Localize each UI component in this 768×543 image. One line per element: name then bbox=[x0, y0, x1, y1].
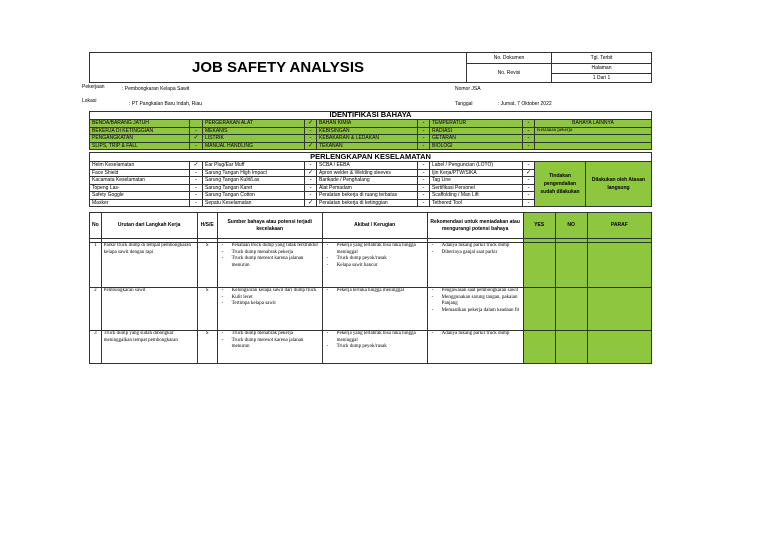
ppe-label: Topeng Las- bbox=[90, 184, 190, 192]
bahaya-lainnya-value bbox=[535, 135, 652, 143]
ppe-label: Peralatan bekerja di ketinggian bbox=[317, 199, 418, 207]
step-langkah: Truck dump yang sudah dibongkar meninggalkan tempat pembongkaran bbox=[101, 331, 197, 364]
bahaya-lainnya-value bbox=[535, 142, 652, 150]
ppe-label: Sarung Tangan High Impact bbox=[203, 169, 305, 177]
step-akibat bbox=[322, 243, 427, 288]
ppe-mark: - bbox=[305, 162, 317, 170]
ppe-mark: - bbox=[523, 199, 535, 207]
ppe-mark: - bbox=[418, 169, 430, 177]
col-hse: H/S/E bbox=[197, 213, 217, 239]
hazard-mark: ✓ bbox=[190, 135, 203, 143]
list-item: - Pekerja terluka hingga meninggal bbox=[325, 288, 425, 295]
hazard-label: BIOLOGI bbox=[430, 142, 523, 150]
ppe-mark: - bbox=[418, 199, 430, 207]
steps-table bbox=[89, 212, 652, 364]
tanggal-label: Tanggal bbox=[455, 101, 473, 107]
hazard-mark: - bbox=[305, 135, 317, 143]
step-no: 3 bbox=[90, 331, 102, 364]
bahaya-lainnya-header: BAHAYA LAINNYA bbox=[535, 120, 652, 128]
ppe-label: Label / Penguncian (LOTO) bbox=[430, 162, 523, 170]
ppe-mark: - bbox=[190, 184, 203, 192]
ppe-label: Ear Plug/Ear Muff bbox=[203, 162, 305, 170]
col-no-check: NO bbox=[555, 213, 587, 239]
pekerjaan-value: : Pembongkaran Kelapa Sawit bbox=[122, 86, 190, 92]
ppe-label: Peralatan bekerja di ruang terbatas bbox=[317, 192, 418, 200]
ppe-label: Masker bbox=[90, 199, 190, 207]
col-yes: YES bbox=[523, 213, 555, 239]
step-sumber bbox=[217, 243, 322, 288]
ppe-label: Sarung Tangan Kulit/Las bbox=[203, 177, 305, 185]
col-rekomendasi: Rekomendasi untuk meniadakan atau mengurangi potensi bahaya bbox=[427, 213, 523, 239]
ppe-mark: - bbox=[523, 162, 535, 170]
col-paraf: PARAF bbox=[587, 213, 651, 239]
step-hse: S bbox=[197, 288, 217, 331]
step-paraf-cell[interactable] bbox=[587, 331, 651, 364]
hazard-mark: - bbox=[418, 120, 430, 128]
ppe-label: Sertifikasi Personel bbox=[430, 184, 523, 192]
step-yes-cell[interactable] bbox=[523, 243, 555, 288]
hazard-label: MEKANIS bbox=[203, 127, 305, 135]
step-rekomendasi bbox=[427, 288, 523, 331]
list-item: - Kelapa sawit hancur bbox=[325, 263, 425, 270]
doc-meta-value: Tgl. Terbit bbox=[552, 53, 652, 64]
title-block bbox=[89, 52, 652, 83]
hazard-mark: - bbox=[190, 127, 203, 135]
hazard-label: TEMPERATUR bbox=[430, 120, 523, 128]
lokasi-value: : PT Pangkalan Baru Indah, Riau bbox=[129, 101, 203, 107]
ppe-mark: - bbox=[305, 177, 317, 185]
hazard-label: MANUAL HANDLING bbox=[203, 142, 305, 150]
ppe-mark: ✓ bbox=[190, 162, 203, 170]
ppe-label: Face Shield bbox=[90, 169, 190, 177]
list-item: - Pekerja yang tertabrak bisa luka hingga meninggal bbox=[325, 331, 425, 344]
identifikasi-title: IDENTIFIKASI BAHAYA bbox=[90, 112, 652, 120]
ppe-label: Safety Goggle bbox=[90, 192, 190, 200]
step-paraf-cell[interactable] bbox=[587, 288, 651, 331]
ppe-label: Tethered Tool bbox=[430, 199, 523, 207]
lokasi-label: Lokasi bbox=[82, 98, 97, 104]
table-row bbox=[90, 288, 652, 331]
ppe-mark: ✓ bbox=[305, 169, 317, 177]
list-item: - Truck dump peyok/rusak bbox=[325, 256, 425, 263]
ppe-label: Sarung Tangan Karet bbox=[203, 184, 305, 192]
doc-meta-value: 1 Dari 1 bbox=[552, 73, 652, 82]
doc-meta-label: No. Dokumen bbox=[467, 53, 552, 64]
ppe-mark: - bbox=[418, 162, 430, 170]
ppe-mark: - bbox=[418, 192, 430, 200]
hazard-mark: ✓ bbox=[305, 142, 317, 150]
step-no-cell[interactable] bbox=[555, 288, 587, 331]
ppe-mark: - bbox=[190, 169, 203, 177]
hazard-mark: - bbox=[523, 135, 535, 143]
hazard-label: TEKANAN bbox=[317, 142, 418, 150]
tanggal-value: : Jumat, 7 Oktober 2022 bbox=[498, 101, 552, 107]
hazard-mark: - bbox=[418, 142, 430, 150]
ppe-mark: - bbox=[305, 184, 317, 192]
step-sumber bbox=[217, 331, 322, 364]
step-akibat bbox=[322, 288, 427, 331]
hazard-label: KEBISINGAN bbox=[317, 127, 418, 135]
ppe-mark: - bbox=[523, 192, 535, 200]
dilakukan-header: Dilakukan oleh Atasan langsung bbox=[586, 162, 652, 207]
perlengkapan-title: PERLENGKAPAN KESELAMATAN bbox=[90, 153, 652, 162]
list-item: - Adanya tukang parkir truck dump bbox=[430, 331, 521, 338]
ppe-label: Barikade / Penghalang bbox=[317, 177, 418, 185]
step-hse: S bbox=[197, 243, 217, 288]
col-no: No bbox=[90, 213, 102, 239]
ppe-label: Alat Pemadam bbox=[317, 184, 418, 192]
list-item: - Truck dump menabrak pekerja bbox=[220, 250, 320, 257]
hazard-label: BAHAN KIMIA bbox=[317, 120, 418, 128]
step-sumber bbox=[217, 288, 322, 331]
ppe-label: SCBA / EEBA bbox=[317, 162, 418, 170]
ppe-mark: - bbox=[523, 177, 535, 185]
hazard-label: SLIPS, TRIP & FALL bbox=[90, 142, 190, 150]
pekerjaan-label: Pekerjaan bbox=[82, 84, 105, 90]
tindakan-header: Tindakan pengendalian sudah dilakukan bbox=[535, 162, 586, 207]
ppe-label: Helm Keselamatan bbox=[90, 162, 190, 170]
doc-meta-value: Halaman bbox=[552, 64, 652, 73]
step-no: 2 bbox=[90, 288, 102, 331]
step-no-cell[interactable] bbox=[555, 331, 587, 364]
hazard-label: GETARAN bbox=[430, 135, 523, 143]
list-item: - Pekerja yang tertabrak bisa luka hingga meninggal bbox=[325, 243, 425, 256]
ppe-label: Scaffolding / Man Lift bbox=[430, 192, 523, 200]
col-langkah: Urutan dari Langkah Kerja bbox=[101, 213, 197, 239]
hazard-mark: ✓ bbox=[305, 120, 317, 128]
list-item: - Tertimpa kelapa sawit bbox=[220, 301, 320, 308]
hazard-mark bbox=[190, 120, 203, 128]
ppe-label: Tag Line bbox=[430, 177, 523, 185]
list-item: - Kulit lecet bbox=[220, 295, 320, 302]
ppe-mark: - bbox=[418, 177, 430, 185]
ppe-label: Ijin Kerja/PTW/SIKA bbox=[430, 169, 523, 177]
list-item: - Truck dump meresot karena jalanan menurun bbox=[220, 338, 320, 351]
hazard-label: LISTRIK bbox=[203, 135, 305, 143]
hazard-mark: - bbox=[523, 120, 535, 128]
page-title: JOB SAFETY ANALYSIS bbox=[90, 53, 467, 83]
ppe-label: Apron welder & Welding sleeves bbox=[317, 169, 418, 177]
list-item: - Truck dump menabrak pekerja bbox=[220, 331, 320, 338]
hazard-label: BENDA/BARANG JATUH bbox=[90, 120, 190, 128]
ppe-mark: - bbox=[190, 199, 203, 207]
ppe-mark: - bbox=[190, 177, 203, 185]
hazard-label: RADIASI bbox=[430, 127, 523, 135]
list-item: - Memastikan pekerja dalam keadaan fit bbox=[430, 308, 521, 315]
step-rekomendasi bbox=[427, 243, 523, 288]
step-langkah: Parkir truck dump di tempat pembongkaran kelapa sawit dengan rapi bbox=[101, 243, 197, 288]
ppe-mark: ✓ bbox=[523, 169, 535, 177]
list-item: - Menggunakan sarung tangan, pakaian Panjang bbox=[430, 295, 521, 308]
identifikasi-table bbox=[89, 111, 652, 150]
list-item: - Diberinya ganjal saat parkir bbox=[430, 250, 521, 257]
list-item: - Kelongsoran kelapa sawit dari dump truck bbox=[220, 288, 320, 295]
hazard-mark: - bbox=[190, 142, 203, 150]
hazard-label: KEBAKARAN & LEDAKAN bbox=[317, 135, 418, 143]
hazard-label: PERGERAKAN ALAT bbox=[203, 120, 305, 128]
hazard-mark: - bbox=[305, 127, 317, 135]
list-item: - Truck dump meresot karena jalanan menurun bbox=[220, 256, 320, 269]
perlengkapan-table bbox=[89, 152, 652, 207]
step-no: 1 bbox=[90, 243, 102, 288]
list-item: - Penataan truck dump yang tidak terstruktur bbox=[220, 243, 320, 250]
hazard-mark: - bbox=[418, 135, 430, 143]
hazard-label: PENGANGKATAN bbox=[90, 135, 190, 143]
ppe-mark: ✓ bbox=[305, 199, 317, 207]
step-no-cell[interactable] bbox=[555, 243, 587, 288]
hazard-mark: - bbox=[523, 142, 535, 150]
table-row bbox=[90, 331, 652, 364]
hazard-mark: - bbox=[418, 127, 430, 135]
ppe-mark: - bbox=[418, 184, 430, 192]
step-hse: S bbox=[197, 331, 217, 364]
step-yes-cell[interactable] bbox=[523, 331, 555, 364]
table-row bbox=[90, 243, 652, 288]
list-item: - Truck dump peyok/rusak bbox=[325, 344, 425, 351]
step-paraf-cell[interactable] bbox=[587, 243, 651, 288]
step-langkah: Pembongkaran sawit bbox=[101, 288, 197, 331]
ppe-mark: - bbox=[523, 184, 535, 192]
step-akibat bbox=[322, 331, 427, 364]
ppe-label: Sarung Tangan Cotton bbox=[203, 192, 305, 200]
ppe-label: Kacamata Keselamatan bbox=[90, 177, 190, 185]
list-item: - Adanya tukang parkir truck dump bbox=[430, 243, 521, 250]
step-rekomendasi bbox=[427, 331, 523, 364]
hazard-mark: - bbox=[523, 127, 535, 135]
ppe-mark: - bbox=[190, 192, 203, 200]
ppe-label: Sepatu Keselamatan bbox=[203, 199, 305, 207]
col-sumber: Sumber bahaya atau potensi terjadi kecelakaan bbox=[217, 213, 322, 239]
ppe-mark: - bbox=[305, 192, 317, 200]
list-item: - Pengawasan saat pembongkaran sawit bbox=[430, 288, 521, 295]
bahaya-lainnya-value: Kelalaian pekerja bbox=[535, 127, 652, 135]
step-yes-cell[interactable] bbox=[523, 288, 555, 331]
nomor-label: Nomor JSA bbox=[455, 86, 481, 92]
hazard-label: BEKERJA DI KETINGGIAN bbox=[90, 127, 190, 135]
col-akibat: Akibat / Kerugian bbox=[322, 213, 427, 239]
doc-meta-label: No. Revisi bbox=[467, 64, 552, 83]
